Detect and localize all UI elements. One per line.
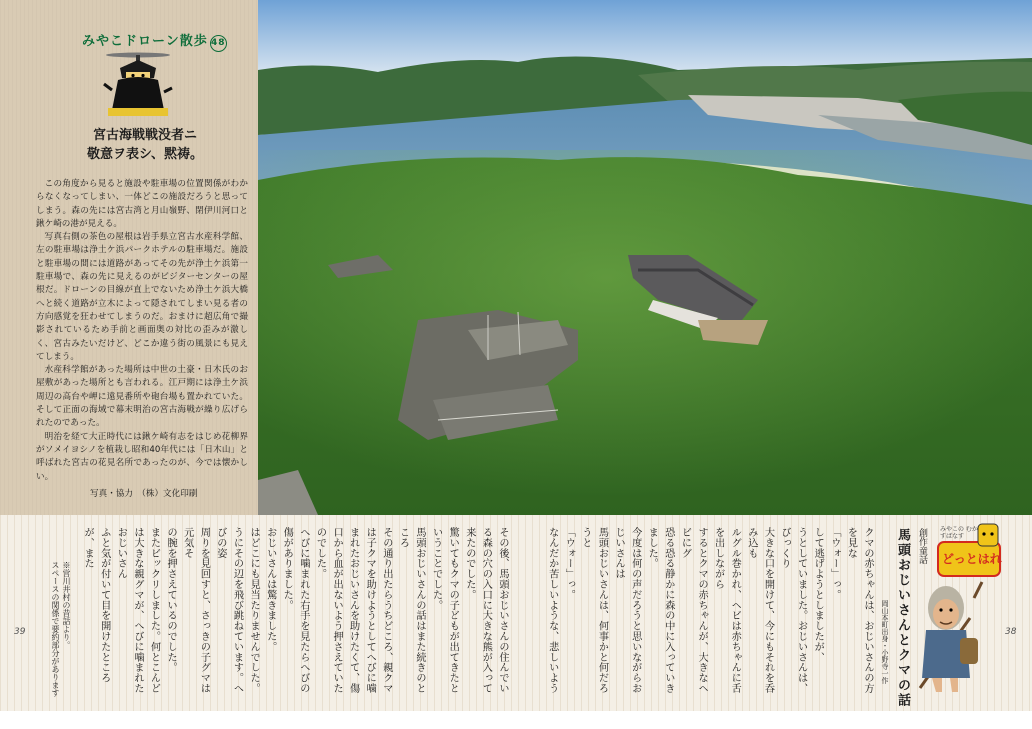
story-line: 驚いてもクマの子どもが出てきたということでした。 — [430, 527, 459, 694]
story-line: なんだか苦しいような、悲しいよう — [546, 527, 558, 694]
story-line: の腕を押さえているのでした。 — [165, 527, 177, 673]
story-line: 「ウォー」っ。 — [563, 527, 575, 600]
footnote-line: ※営川井村の昔話より。 — [62, 561, 71, 649]
logo-small-text: みやこの むかすばなす — [940, 526, 978, 540]
article-paragraph: 明治を経て大正時代には鍬ケ崎有志をはじめ花柳界がソメイヨシノを植栽し昭和40年代には「日木山」と呼ばれた宮古の花見名所であったのが、今では懐かしい。 — [36, 431, 248, 482]
article-heading — [70, 126, 220, 164]
story-line: へびに噛まれた右手を見たらへびの傷がありました。 — [281, 527, 309, 694]
article-paragraph: 水産科学館があった場所は中世の土豪・日木氏のお屋敷があった場所とも言われる。江戸期には浄土ケ浜周辺の高台や岬に遠見番所や砲台場も置かれていた。そして正面の海域で幕末明治の宮古海戦が繰り広げられたのであった。 — [36, 365, 248, 429]
story-line: ふと気が付いて目を開けたところが、また — [82, 527, 110, 683]
page-number-right: 38 — [1005, 627, 1017, 637]
story-line: その通り出たらうちどころ、親クマは子クマを助けようとしてへびに噛まれたおじいさんを助けたくて、傷口から血が出ないよう押さえていたのでした。 — [314, 527, 392, 694]
aerial-photo-drawing — [258, 0, 1032, 515]
story-line: 今度は何の声だろうと思いながらおじいさんは — [613, 527, 641, 694]
series-title-text: みやこドローン散歩 — [82, 34, 208, 49]
article-panel — [0, 0, 258, 515]
story-right-block — [545, 527, 875, 697]
story-line: ルグル巻かれ、ヘビは赤ちゃんに舌を出しながら — [712, 527, 741, 694]
page-bottom-band — [0, 711, 1032, 729]
photo-credit: 写真・協力 （株）文化印刷 — [90, 489, 198, 499]
logo-main-text: どっとはれ — [942, 552, 1002, 566]
story-author: 岡山本町出身・小野寺一作 — [881, 600, 889, 684]
story-line: はどこにも見当たりませんでした。 — [248, 527, 260, 694]
story-line: おじいさんは驚きました。 — [264, 527, 276, 652]
page-number-left: 39 — [14, 627, 26, 637]
story-line: 馬頭おじいさんの話はまた続きのところ — [397, 527, 426, 694]
story-title: 馬頭おじいさんとクマの話 — [895, 528, 910, 708]
story-line: 恐る恐る静かに森の中に入っていきました。 — [646, 527, 674, 694]
dottohare-logo — [936, 522, 1002, 580]
story-line: うとしていました。おじいさんは、びっくり — [779, 527, 807, 694]
footnote — [50, 561, 72, 697]
heading-line: 敬意ヲ表シ、黙祷。 — [87, 147, 203, 162]
series-number: 48 — [210, 35, 227, 52]
heading-line: 宮古海戦戦没者ニ — [92, 128, 197, 143]
old-man-character-icon — [912, 578, 990, 696]
story-kicker: 創作童話 — [917, 528, 927, 564]
story-line: その後、馬頭おじいさんの住んでいる森の穴の入口に大きな熊が入って来たのでした。 — [463, 527, 508, 694]
article-body — [36, 178, 248, 484]
story-line: 大きな口を開けて、今にもそれを呑み込も — [745, 527, 774, 694]
story-line: クマの赤ちゃんは、おじいさんの方を見な — [845, 527, 873, 694]
article-paragraph: この角度から見ると施設や駐車場の位置関係がわからなくなってしまい、一体どこの施設だろうと思ってしまう。森の先には宮古湾と月山嶺野、閉伊川河口と鍬ケ崎の港が見える。 — [36, 179, 248, 229]
article-paragraph: 写真右側の茶色の屋根は岩手県立宮古水産科学館、左の駐車場は浄土ケ浜パークホテルの駐車場だ。施設と駐車場の間には道路があってその先が浄土ケ浜第一駐車場で、森の先に見えるのがビジターセンターの屋根だ。ドローンの目線が直上でないため浄土ケ浜大橋へと続く道路が立木によって隠されてしまい見る者の方向感覚を狂わせてしまうのだ。おまけに超広角で撮影されているため手前と画面奥の対比の歪みが激しく、宮古みたいだけど、どこか違う街の風景にも見えてしまう。 — [36, 232, 248, 362]
story-line: 馬頭おじいさんは、何事かと何だろうと — [579, 527, 608, 694]
story-line: 周りを見回すと、さっきの子グマは元気そ — [181, 527, 210, 694]
story-line: うにその辺を飛び跳ねています。へびの姿 — [214, 527, 243, 694]
story-line: するとクマの赤ちゃんが、大きなヘビにグ — [679, 527, 708, 694]
story-line: またビックリしました。何とこんどは大きな親グマが、へびに噛まれたおじいさん — [115, 527, 160, 694]
story-line: 「ウォー」っ。 — [828, 527, 840, 600]
aerial-photo — [258, 0, 1032, 515]
drone-ninja-mascot-icon — [98, 48, 178, 120]
story-left-block — [80, 527, 510, 697]
footnote-line: スペースの関係で要約部分があります — [51, 561, 60, 697]
story-line: して逃げようとしましたが、 — [812, 527, 824, 663]
